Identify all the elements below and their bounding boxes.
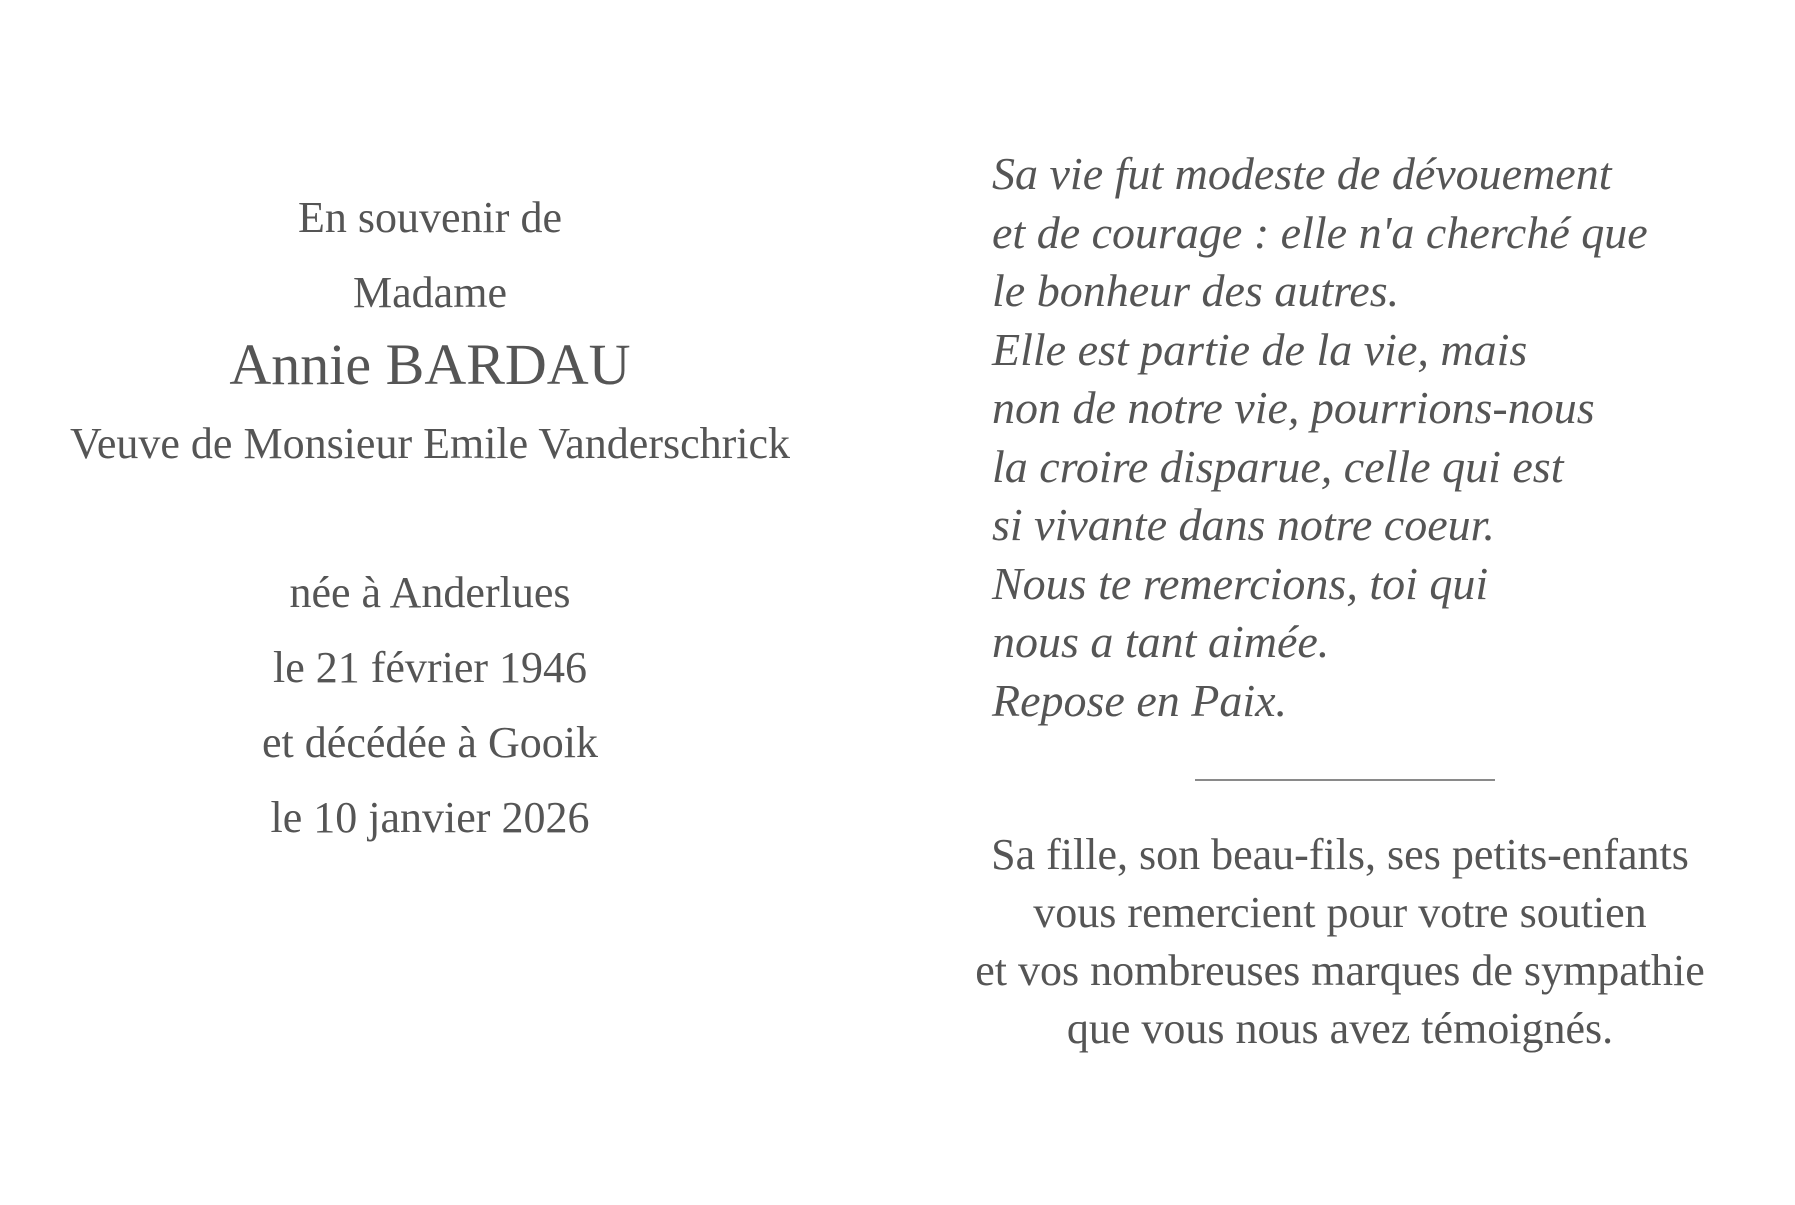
birth-place: née à Anderlues xyxy=(289,568,571,617)
poem-line: le bonheur des autres. xyxy=(992,265,1400,316)
thanks-line: et vos nombreuses marques de sympathie xyxy=(975,946,1705,995)
poem-line: Nous te remercions, toi qui xyxy=(992,557,1489,609)
souvenir-heading: En souvenir de xyxy=(298,193,562,242)
thanks-message xyxy=(930,826,1750,1058)
death-place: et décédée à Gooik xyxy=(262,718,598,767)
death-date: le 10 janvier 2026 xyxy=(270,793,590,842)
poem-line: Elle est partie de la vie, mais xyxy=(992,323,1528,375)
birth-date: le 21 février 1946 xyxy=(273,643,587,692)
poem-line: la croire disparue, celle qui est xyxy=(992,440,1564,492)
thanks-line: Sa fille, son beau-fils, ses petits-enfants xyxy=(991,830,1689,879)
widow-of-line: Veuve de Monsieur Emile Vanderschrick xyxy=(69,419,791,468)
thanks-line: que vous nous avez témoignés. xyxy=(1066,1004,1614,1053)
poem-line: non de notre vie, pourrions-nous xyxy=(992,382,1595,433)
poem-line: nous a tant aimée. xyxy=(992,616,1330,667)
poem-line: si vivante dans notre coeur. xyxy=(992,499,1495,550)
memorial-poem xyxy=(992,145,1782,730)
honorific-title: Madame xyxy=(353,268,507,317)
poem-line: Repose en Paix. xyxy=(992,674,1288,726)
thanks-line: vous remercient pour votre soutien xyxy=(1033,888,1647,937)
separator-line xyxy=(1195,779,1495,781)
poem-line: Sa vie fut modeste de dévouement xyxy=(992,148,1612,199)
deceased-name: Annie BARDAU xyxy=(229,332,631,397)
poem-line: et de courage : elle n'a cherché que xyxy=(992,206,1648,258)
